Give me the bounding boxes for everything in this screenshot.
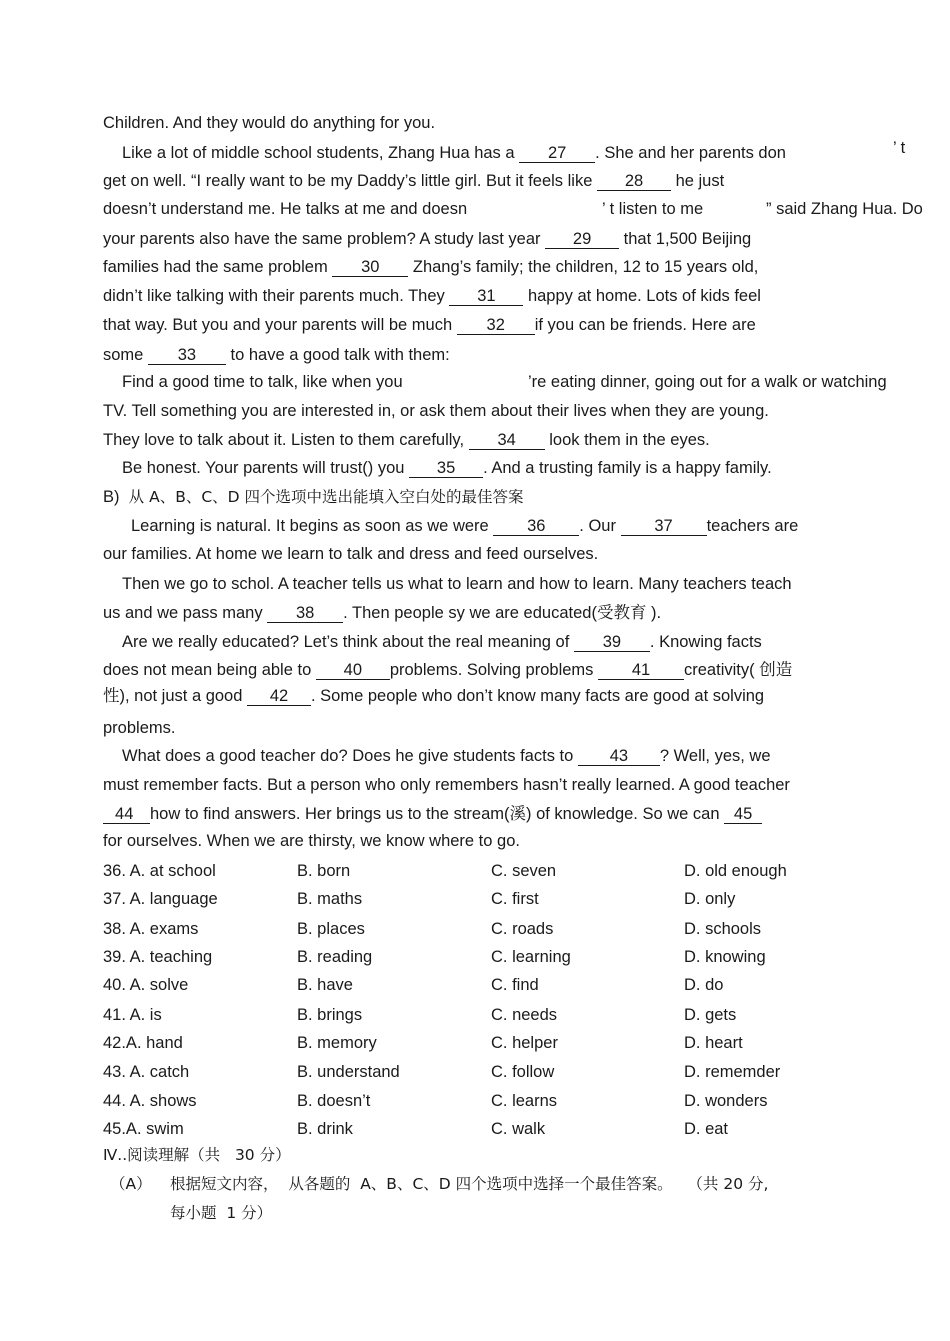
option-41-c: C. needs [491, 1006, 558, 1024]
passage-line: didn’t like talking with their parents much. They 31 happy at home. Lots of kids feel [103, 287, 761, 305]
passage-line: TV. Tell something you are interested in, or ask them about their lives when they are young. [103, 402, 769, 420]
option-42-c: C. helper [491, 1034, 558, 1052]
option-36-d: D. old enough [684, 862, 787, 880]
option-38-a: 38. A. exams [103, 920, 199, 938]
option-41-a: 41. A. is [103, 1006, 162, 1024]
option-44-b: B. doesn’t [297, 1092, 371, 1110]
passage-line: families had the same problem 30 Zhang’s family; the children, 12 to 15 years old, [103, 258, 759, 276]
passage-line: our families. At home we learn to talk and dress and feed ourselves. [103, 545, 599, 563]
option-42-d: D. heart [684, 1034, 743, 1052]
blank-40: 40 [316, 662, 390, 680]
option-45-d: D. eat [684, 1120, 729, 1138]
option-38-c: C. roads [491, 920, 554, 938]
passage-line: 44 how to find answers. Her brings us to the stream(溪) of knowledge. So we can 45 [103, 804, 762, 824]
blank-30: 30 [332, 259, 408, 277]
option-45-c: C. walk [491, 1120, 546, 1138]
passage-line: that way. But you and your parents will be much 32 if you can be friends. Here are [103, 316, 756, 334]
passage-line: They love to talk about it. Listen to them carefully, 34 look them in the eyes. [103, 431, 710, 449]
option-40-b: B. have [297, 976, 353, 994]
option-44-c: C. learns [491, 1092, 558, 1110]
option-43-d: D. rememder [684, 1063, 781, 1081]
option-41-d: D. gets [684, 1006, 737, 1024]
passage-line: some 33 to have a good talk with them: [103, 346, 450, 364]
blank-43: 43 [578, 748, 660, 766]
blank-35: 35 [409, 460, 483, 478]
option-38-d: D. schools [684, 920, 762, 938]
blank-38: 38 [267, 605, 343, 623]
option-38-b: B. places [297, 920, 365, 938]
blank-42: 42 [247, 688, 311, 706]
blank-37: 37 [621, 518, 707, 536]
option-43-a: 43. A. catch [103, 1063, 190, 1081]
passage-line: must remember facts. But a person who only remembers hasn’t really learned. A good teacher [103, 776, 790, 794]
passage-line: your parents also have the same problem? A study last year 29 that 1,500 Beijing [103, 230, 752, 248]
option-36-b: B. born [297, 862, 351, 880]
option-41-b: B. brings [297, 1006, 363, 1024]
option-37-a: 37. A. language [103, 890, 218, 908]
option-43-b: B. understand [297, 1063, 400, 1081]
passage-line: Learning is natural. It begins as soon as we were 36 . Our 37 teachers are [131, 517, 799, 535]
option-44-a: 44. A. shows [103, 1092, 197, 1110]
passage-line: Are we really educated? Let’s think about the real meaning of 39 . Knowing facts [122, 633, 762, 651]
passage-line: Be honest. Your parents will trust() you 35 . And a trusting family is a happy family. [122, 459, 772, 477]
option-39-a: 39. A. teaching [103, 948, 213, 966]
passage-line: Find a good time to talk, like when you [122, 373, 403, 391]
blank-29: 29 [545, 231, 619, 249]
option-45-a: 45.A. swim [103, 1120, 184, 1138]
section-iv-sub-label: （A） [110, 1175, 152, 1193]
passage-line: doesn’t understand me. He talks at me and doesn [103, 200, 468, 218]
passage-line: problems. [103, 719, 176, 737]
section-b-heading: B) 从 A、B、C、D 四个选项中选出能填入空白处的最佳答案 [103, 488, 524, 506]
option-37-b: B. maths [297, 890, 363, 908]
blank-33: 33 [148, 347, 226, 365]
option-39-c: C. learning [491, 948, 571, 966]
section-iv-heading: Ⅳ..阅读理解（共 30 分） [103, 1146, 291, 1164]
blank-28: 28 [597, 173, 671, 191]
passage-fragment: ’ t listen to me [602, 200, 704, 218]
blank-36: 36 [493, 518, 579, 536]
passage-line: Then we go to schol. A teacher tells us what to learn and how to learn. Many teachers teach [122, 575, 792, 593]
option-39-d: D. knowing [684, 948, 766, 966]
option-42-a: 42.A. hand [103, 1034, 183, 1052]
passage-line: What does a good teacher do? Does he give students facts to 43 ? Well, yes, we [122, 747, 771, 765]
option-43-c: C. follow [491, 1063, 555, 1081]
apostrophe-fragment: ’ t [893, 139, 906, 157]
blank-31: 31 [449, 288, 523, 306]
blank-39: 39 [574, 634, 650, 652]
section-iv-instruction-cont: 每小题 1 分） [170, 1204, 273, 1222]
option-40-c: C. find [491, 976, 539, 994]
option-36-a: 36. A. at school [103, 862, 216, 880]
blank-41: 41 [598, 662, 684, 680]
passage-line: Like a lot of middle school students, Zhang Hua has a 27 . She and her parents don [122, 144, 786, 162]
option-37-d: D. only [684, 890, 736, 908]
option-40-a: 40. A. solve [103, 976, 189, 994]
passage-line: get on well. “I really want to be my Daddy’s little girl. But it feels like 28 he just [103, 172, 725, 190]
blank-32: 32 [457, 317, 535, 335]
blank-34: 34 [469, 432, 545, 450]
option-45-b: B. drink [297, 1120, 353, 1138]
blank-45: 45 [724, 806, 762, 824]
option-39-b: B. reading [297, 948, 373, 966]
passage-fragment: ’re eating dinner, going out for a walk or watching [528, 373, 887, 391]
section-iv-instruction: 根据短文内容， 从各题的 A、B、C、D 四个选项中选择一个最佳答案。 （共 20 分, [170, 1175, 769, 1193]
option-40-d: D. do [684, 976, 724, 994]
passage-line: us and we pass many 38 . Then people sy we are educated(受教育 ). [103, 604, 662, 622]
blank-27: 27 [519, 145, 595, 163]
option-44-d: D. wonders [684, 1092, 768, 1110]
option-36-c: C. seven [491, 862, 557, 880]
blank-44: 44 [103, 806, 150, 824]
passage-line: does not mean being able to 40 problems. Solving problems 41 creativity( 创造 [103, 661, 793, 679]
passage-line: for ourselves. When we are thirsty, we know where to go. [103, 832, 520, 850]
passage-line: 性), not just a good 42 . Some people who don’t know many facts are good at solving [103, 687, 765, 705]
option-42-b: B. memory [297, 1034, 377, 1052]
passage-line: Children. And they would do anything for you. [103, 114, 436, 132]
passage-fragment: ” said Zhang Hua. Do [766, 200, 923, 218]
option-37-c: C. first [491, 890, 539, 908]
